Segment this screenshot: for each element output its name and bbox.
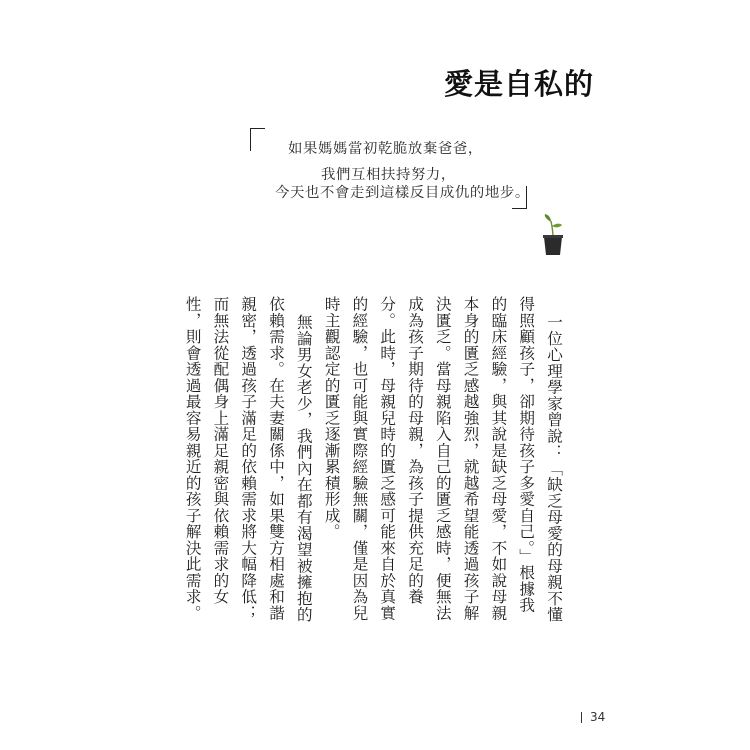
close-quote-mark: [512, 186, 527, 209]
body-text: [152, 296, 567, 626]
quote-line-3: 今天也不會走到這樣反目成仇的地步。: [275, 185, 530, 201]
quote-line-2: 我們互相扶持努力，: [321, 167, 456, 183]
page-number-divider: [581, 712, 582, 723]
paragraph-1: 一位心理學家曾說：「缺乏母愛的母親不懂得照顧孩子，卻期待孩子多愛自己。」根據我的臨床經驗，與其說是缺乏母愛，不如說母親本身的匱乏感越強烈，就越希望能透過孩子解決匱乏。當母親陷入自己的匱乏感時，便無法成為孩子期待的母親，為孩子提供充足的養分。此時，母親兒時的匱乏感可能來自於真實的經驗，也可能與實際經驗無關，僅是因為兒時主觀認定的匱乏逐漸累積形成。: [322, 296, 563, 623]
page-number: [581, 710, 605, 724]
paragraph-2: 無論男女老少，我們內在都有渴望被擁抱的依賴需求。在夫妻關係中，如果雙方相處和諧親密，透過孩子滿足的依賴需求將大幅降低；而無法從配偶身上滿足親密與依賴需求的女性，則會透過最容易親近的孩子解決此需求。: [183, 296, 313, 623]
potted-sprout-icon: [540, 213, 566, 261]
page-number-text: 34: [590, 710, 606, 724]
quote-line-1: 如果媽媽當初乾脆放棄爸爸，: [288, 141, 483, 157]
page-title: 愛是自私的: [444, 67, 595, 101]
open-quote-mark: [250, 128, 265, 151]
